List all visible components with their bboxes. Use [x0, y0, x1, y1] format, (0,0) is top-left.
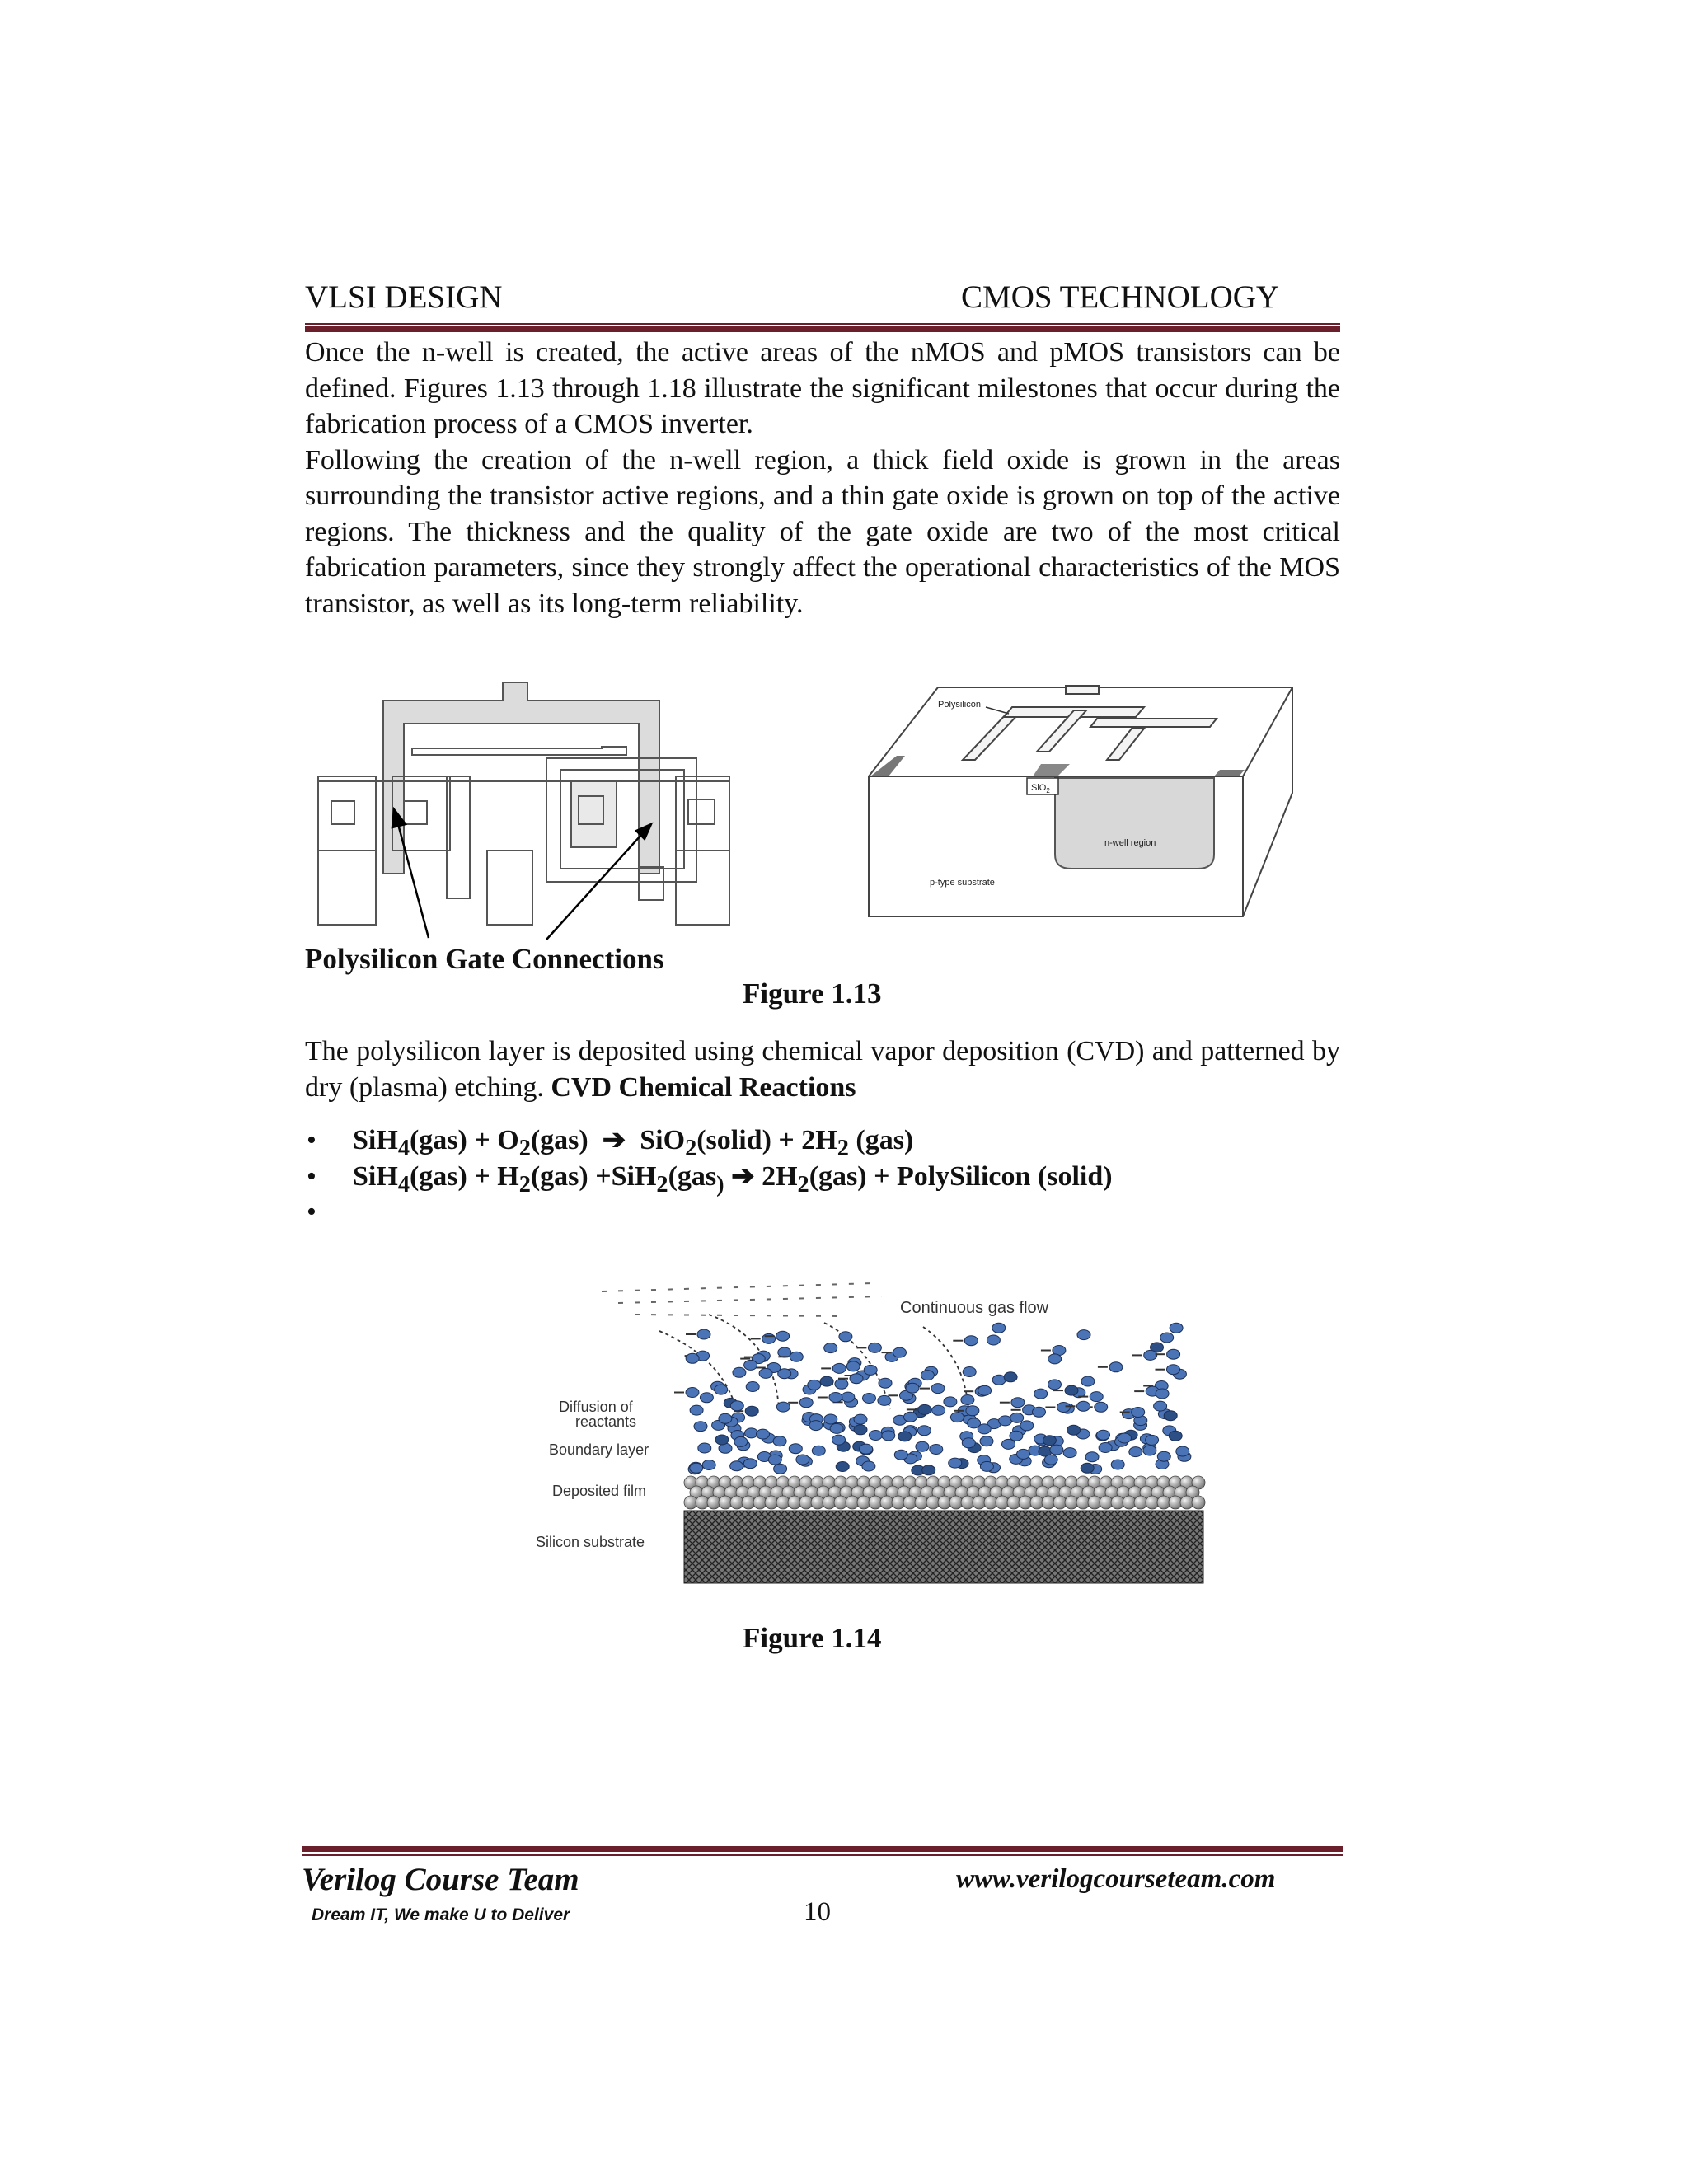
- footer-rule-thin: [302, 1854, 1343, 1856]
- molecule: [733, 1367, 746, 1377]
- molecule: [879, 1378, 892, 1388]
- cvd-process-diagram: [528, 1273, 1228, 1603]
- molecule: [1050, 1445, 1063, 1455]
- film-atom: [730, 1496, 743, 1509]
- molecule: [1167, 1365, 1180, 1375]
- molecule: [698, 1443, 711, 1453]
- molecule: [1063, 1448, 1076, 1458]
- molecule: [778, 1347, 791, 1357]
- reaction-list: [307, 1122, 1113, 1230]
- arrow-icon: ➔: [602, 1125, 626, 1155]
- reactant-molecules: [674, 1323, 1191, 1475]
- molecule: [1156, 1389, 1169, 1399]
- molecule: [790, 1352, 803, 1361]
- film-atom: [1192, 1496, 1205, 1509]
- molecule: [745, 1428, 758, 1438]
- boundary-label: Boundary layer: [549, 1441, 649, 1458]
- molecule: [862, 1461, 875, 1471]
- intro-text: [305, 335, 1340, 621]
- film-atom: [857, 1496, 870, 1509]
- reaction-2: $SiH_4(gas) + H_2(gas) +SiH_2(gas_)$ ➔ $2H_2(gas)$ + PolySilicon (solid): [353, 1160, 1113, 1197]
- molecule: [878, 1395, 891, 1405]
- molecule: [860, 1444, 873, 1454]
- footer-rule-thick: [302, 1846, 1343, 1852]
- gas-flow-label: Continuous gas flow: [900, 1299, 1049, 1317]
- molecule: [1044, 1455, 1057, 1465]
- film-atom: [742, 1496, 755, 1509]
- header-right: CMOS TECHNOLOGY: [961, 279, 1280, 315]
- molecule: [978, 1385, 992, 1395]
- film-atom: [1100, 1496, 1113, 1509]
- molecule: [730, 1401, 743, 1411]
- molecule: [1118, 1433, 1131, 1443]
- molecule: [808, 1380, 821, 1390]
- molecule: [799, 1398, 813, 1408]
- molecule: [1077, 1401, 1090, 1411]
- molecule: [1011, 1398, 1025, 1408]
- film-atom: [1169, 1496, 1182, 1509]
- film-atom: [765, 1496, 778, 1509]
- molecule: [768, 1455, 781, 1465]
- layout-caption: Polysilicon Gate Connections: [305, 943, 664, 975]
- molecule: [700, 1393, 713, 1403]
- nwell-outline: [546, 758, 696, 882]
- molecule: [894, 1450, 907, 1460]
- molecule: [715, 1435, 729, 1445]
- film-atom: [846, 1496, 859, 1509]
- molecule: [789, 1444, 802, 1454]
- molecule: [1033, 1407, 1046, 1417]
- film-atom: [1134, 1496, 1147, 1509]
- molecule: [1109, 1362, 1123, 1372]
- film-atom: [1076, 1496, 1090, 1509]
- molecule: [836, 1462, 849, 1472]
- molecule: [686, 1353, 699, 1363]
- molecule: [1048, 1354, 1062, 1364]
- film-atom: [915, 1496, 928, 1509]
- molecule: [904, 1412, 917, 1422]
- molecule: [1010, 1431, 1023, 1441]
- molecule: [944, 1397, 957, 1407]
- molecule: [987, 1335, 1000, 1345]
- molecule: [921, 1371, 934, 1380]
- molecule: [916, 1441, 929, 1451]
- molecule: [745, 1406, 758, 1416]
- molecule: [1004, 1372, 1017, 1382]
- molecule: [824, 1343, 837, 1353]
- poly-gate-top: [383, 682, 659, 874]
- molecule: [730, 1461, 743, 1471]
- substrate-label: p-type substrate: [930, 878, 995, 888]
- molecule: [962, 1438, 975, 1448]
- molecule: [898, 1432, 912, 1441]
- film-atom: [1146, 1496, 1159, 1509]
- molecule: [868, 1343, 881, 1352]
- molecule: [964, 1336, 978, 1346]
- molecule: [824, 1414, 837, 1424]
- molecule: [854, 1425, 867, 1435]
- molecule: [1154, 1401, 1167, 1411]
- molecule: [1170, 1323, 1183, 1333]
- molecule: [999, 1416, 1012, 1426]
- molecule: [1143, 1446, 1156, 1455]
- bullet: •: [307, 1197, 316, 1227]
- molecule: [757, 1429, 770, 1439]
- molecule: [1090, 1392, 1103, 1402]
- molecule: [1085, 1452, 1099, 1462]
- molecule: [980, 1461, 993, 1471]
- intro-paragraph-2: Following the creation of the n-well region, a thick field oxide is grown in the areas surrounding the transistor active regions, and a thin gate oxide is grown on top of the active regions. The thickness and the quality of the gate oxide are two of the most critical fabrication parameters, since they strongly affect the operational characteristics of the MOS transistor, as well as its long-term reliability.: [305, 444, 1340, 619]
- film-atom: [753, 1496, 767, 1509]
- molecule: [1132, 1408, 1145, 1418]
- molecule: [746, 1382, 759, 1392]
- film-atom: [696, 1496, 709, 1509]
- molecule: [1048, 1380, 1062, 1390]
- molecule: [950, 1413, 964, 1422]
- reaction-1: $SiH_4(gas) + O_2(gas)$ ➔ SiO$_2$(solid) + $2H_2$ (gas): [353, 1125, 914, 1161]
- film-atom: [1180, 1496, 1193, 1509]
- molecule: [930, 1445, 943, 1455]
- film-atom: [1088, 1496, 1101, 1509]
- molecule: [1017, 1449, 1030, 1459]
- molecule: [1160, 1333, 1174, 1343]
- molecule: [697, 1329, 710, 1339]
- molecule: [931, 1384, 945, 1394]
- film-atom: [1053, 1496, 1067, 1509]
- molecule: [882, 1431, 895, 1441]
- molecule: [1129, 1447, 1142, 1457]
- molecule: [1043, 1436, 1056, 1446]
- film-atom: [823, 1496, 836, 1509]
- molecule: [1157, 1451, 1170, 1461]
- nwell-label: n-well region: [1104, 838, 1156, 848]
- molecule: [690, 1405, 703, 1415]
- molecule: [839, 1332, 852, 1342]
- figure-1-13-caption: Figure 1.13: [743, 977, 882, 1010]
- film-atom: [950, 1496, 963, 1509]
- molecule: [963, 1367, 976, 1377]
- molecule: [949, 1458, 962, 1468]
- film-atom: [788, 1496, 801, 1509]
- molecule: [980, 1436, 993, 1446]
- reaction-item-1: [307, 1122, 1113, 1159]
- molecule: [719, 1413, 732, 1423]
- molecule: [961, 1395, 974, 1405]
- film-atom: [926, 1496, 940, 1509]
- molecule: [1034, 1389, 1048, 1399]
- inverter-layout-diagram: [313, 676, 775, 948]
- header-left: VLSI DESIGN: [305, 279, 503, 315]
- nwell-region: [1055, 778, 1214, 869]
- film-atom: [938, 1496, 951, 1509]
- film-atom: [996, 1496, 1009, 1509]
- molecule: [778, 1369, 791, 1379]
- molecule: [1176, 1446, 1189, 1456]
- molecule: [690, 1463, 703, 1473]
- film-atom: [892, 1496, 905, 1509]
- polysilicon-label: Polysilicon: [938, 700, 981, 710]
- sio2-label: SiO$_2$: [1031, 783, 1050, 794]
- film-atom: [869, 1496, 882, 1509]
- film-atom: [984, 1496, 997, 1509]
- molecule: [1164, 1411, 1177, 1421]
- molecule: [820, 1376, 833, 1386]
- arrow-icon: ➔: [731, 1160, 755, 1192]
- molecule: [854, 1414, 867, 1424]
- molecule: [1081, 1376, 1095, 1386]
- molecule: [743, 1459, 757, 1469]
- film-atom: [1007, 1496, 1020, 1509]
- molecule: [1065, 1385, 1078, 1395]
- film-atom: [1019, 1496, 1032, 1509]
- molecule: [1081, 1463, 1094, 1473]
- molecule: [922, 1465, 935, 1475]
- film-atom: [834, 1496, 847, 1509]
- molecule: [832, 1435, 846, 1445]
- molecule: [1097, 1430, 1110, 1440]
- molecule: [918, 1404, 931, 1414]
- film-atom: [1042, 1496, 1055, 1509]
- molecule: [734, 1436, 748, 1446]
- molecule: [1146, 1435, 1159, 1445]
- molecule: [917, 1426, 931, 1436]
- header-rule-thin: [305, 323, 1340, 325]
- molecule: [893, 1347, 907, 1357]
- film-atom: [684, 1496, 697, 1509]
- bullet: •: [307, 1160, 316, 1192]
- molecule: [992, 1323, 1006, 1333]
- molecule: [1067, 1425, 1081, 1435]
- film-atom: [1157, 1496, 1170, 1509]
- diffusion-label-1: Diffusion of: [559, 1399, 633, 1415]
- substrate-label: Silicon substrate: [536, 1534, 645, 1550]
- molecule: [906, 1383, 919, 1393]
- film-atom: [1030, 1496, 1043, 1509]
- footer-tagline: Dream IT, We make U to Deliver: [312, 1905, 570, 1924]
- molecule: [776, 1331, 790, 1341]
- molecule: [702, 1460, 715, 1470]
- film-atom: [811, 1496, 824, 1509]
- molecule: [776, 1402, 790, 1412]
- cvd-heading: CVD Chemical Reactions: [551, 1071, 856, 1103]
- film-atom: [973, 1496, 986, 1509]
- molecule: [1057, 1403, 1070, 1413]
- film-atom: [776, 1496, 790, 1509]
- molecule: [1095, 1402, 1108, 1412]
- molecule: [1002, 1439, 1015, 1449]
- deposited-film: [684, 1476, 1205, 1509]
- molecule: [715, 1385, 728, 1394]
- molecule: [832, 1363, 846, 1373]
- film-atom: [719, 1496, 732, 1509]
- diffusion-label-2: reactants: [575, 1413, 637, 1430]
- bullet: •: [307, 1125, 316, 1155]
- molecule: [966, 1406, 979, 1416]
- molecule: [932, 1405, 945, 1415]
- footer-team: Verilog Course Team: [302, 1862, 579, 1897]
- intro-paragraph-1: Once the n-well is created, the active areas of the nMOS and pMOS transistors can be defined. Figures 1.13 through 1.18 illustrate the significant milestones that occur during the fabrication process of a CMOS inverter.: [305, 337, 1340, 439]
- film-atom: [1111, 1496, 1124, 1509]
- molecule: [686, 1388, 699, 1398]
- cvd-paragraph: [305, 1033, 1340, 1105]
- film-atom: [1123, 1496, 1136, 1509]
- molecule: [796, 1455, 809, 1465]
- molecule: [846, 1361, 860, 1371]
- cvd-text: The polysilicon layer is deposited using chemical vapor deposition (CVD) and patterned by dry (plasma) etching.: [305, 1036, 1340, 1103]
- page-number: 10: [804, 1897, 831, 1927]
- molecule: [850, 1374, 863, 1384]
- silicon-substrate: [684, 1511, 1203, 1583]
- header-rule-thick: [305, 326, 1340, 332]
- molecule: [1167, 1349, 1180, 1359]
- film-atom: [1065, 1496, 1078, 1509]
- film-atom: [903, 1496, 917, 1509]
- film-atom: [799, 1496, 813, 1509]
- molecule: [863, 1394, 876, 1404]
- film-atom: [961, 1496, 974, 1509]
- film-label: Deposited film: [552, 1483, 647, 1499]
- molecule: [1099, 1443, 1112, 1453]
- active-region-n-left: [318, 776, 376, 851]
- inverter-3d-cross-section: [864, 677, 1309, 925]
- molecule: [1010, 1413, 1024, 1422]
- molecule: [1169, 1431, 1182, 1441]
- molecule: [864, 1365, 877, 1375]
- film-atom: [707, 1496, 720, 1509]
- molecule: [809, 1421, 823, 1431]
- molecule: [773, 1436, 786, 1446]
- molecule: [1020, 1421, 1034, 1431]
- molecule: [829, 1393, 842, 1403]
- molecule: [759, 1368, 772, 1378]
- molecule: [774, 1464, 787, 1474]
- molecule: [812, 1446, 825, 1455]
- molecule: [1111, 1460, 1124, 1469]
- reaction-item-2: [307, 1159, 1113, 1195]
- molecule: [978, 1424, 991, 1434]
- molecule: [869, 1431, 882, 1441]
- film-atom: [880, 1496, 893, 1509]
- molecule: [1144, 1350, 1157, 1360]
- footer-url[interactable]: www.verilogcourseteam.com: [956, 1864, 1276, 1894]
- molecule: [694, 1422, 707, 1432]
- molecule: [835, 1379, 848, 1389]
- molecule: [830, 1423, 843, 1433]
- molecule: [744, 1360, 757, 1370]
- molecule: [1077, 1330, 1090, 1340]
- figure-1-14-caption: Figure 1.14: [743, 1622, 882, 1654]
- molecule: [842, 1392, 855, 1402]
